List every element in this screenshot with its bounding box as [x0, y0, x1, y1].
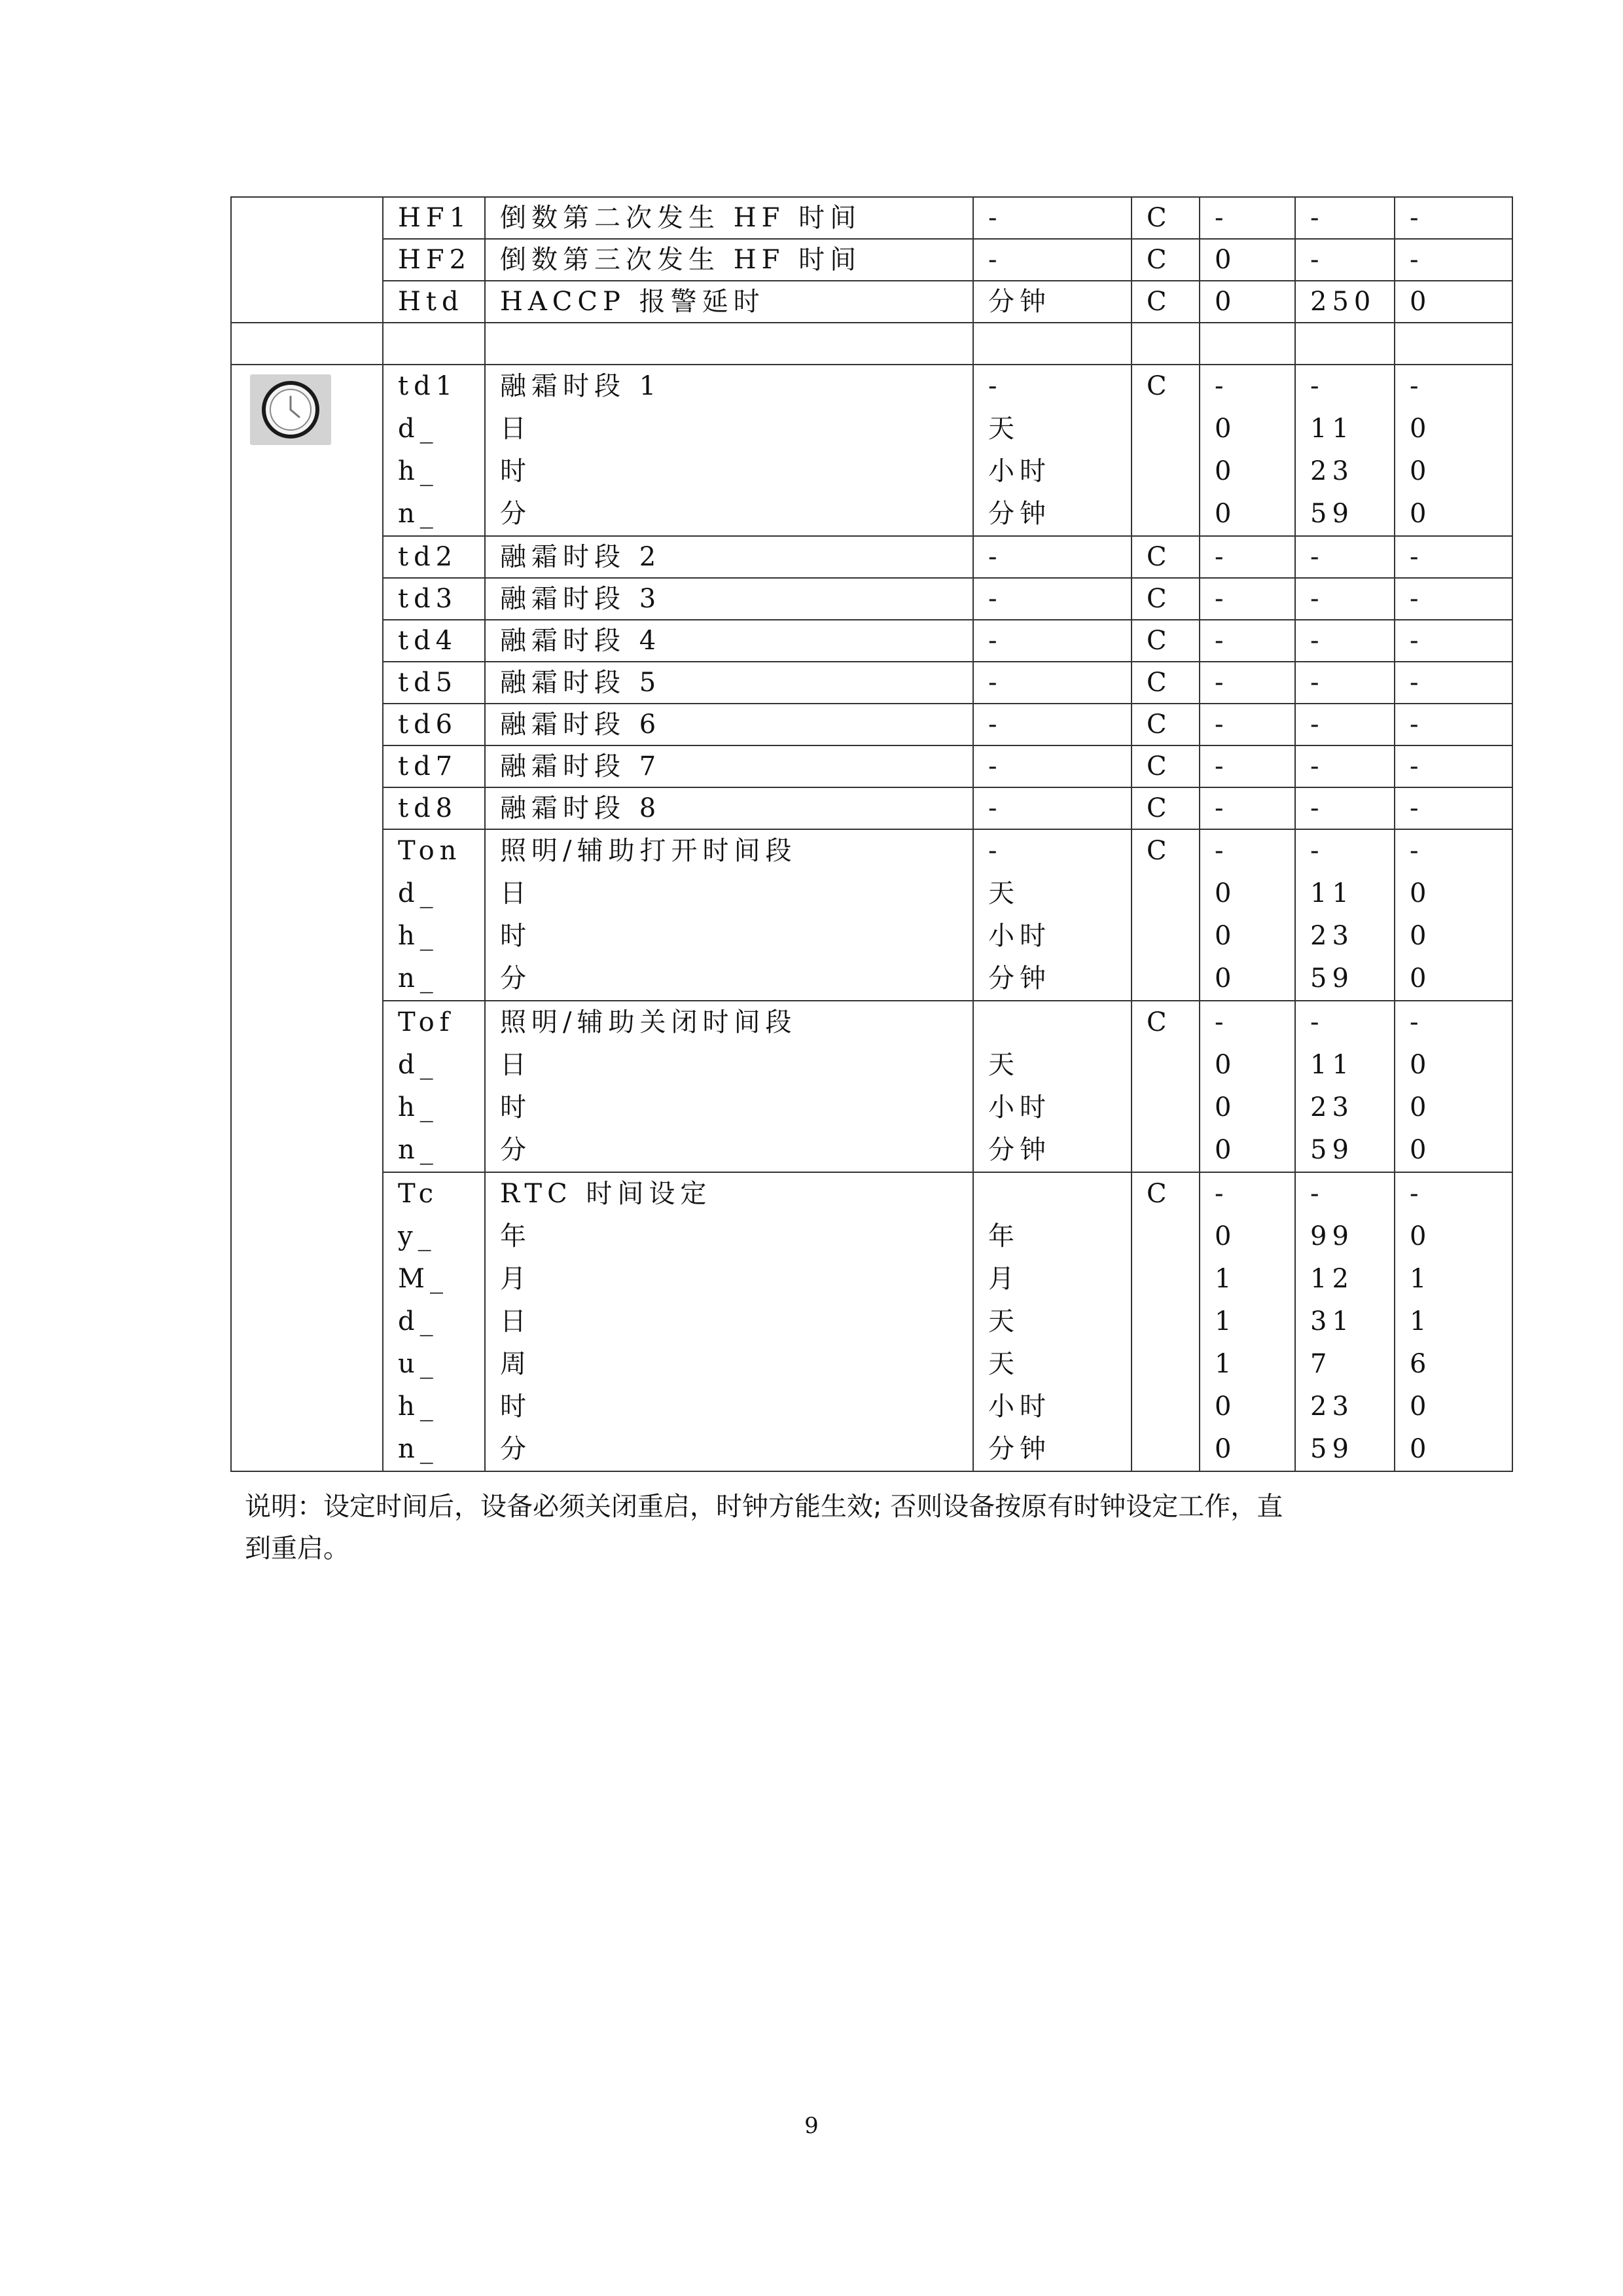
- param-default-line: 0: [1410, 963, 1432, 994]
- param-description: 倒数第三次发生 HF 时间: [485, 239, 973, 281]
- param-code: td5: [383, 662, 485, 704]
- param-level-line: [1147, 450, 1199, 493]
- param-unit: -: [973, 536, 1132, 578]
- param-unit-line: 天: [988, 1306, 1020, 1336]
- param-unit-line: [988, 1001, 1131, 1044]
- param-unit-line: 月: [988, 1264, 1020, 1294]
- param-description: 融霜时段 6: [485, 704, 973, 745]
- param-max-line: 11: [1310, 1050, 1354, 1080]
- param-unit-line: -: [988, 836, 1003, 866]
- param-unit: -: [973, 787, 1132, 829]
- param-unit: [973, 365, 1132, 536]
- param-max: [1295, 365, 1395, 536]
- param-level: [1132, 1001, 1200, 1172]
- param-level: C: [1132, 197, 1200, 239]
- param-max-line: -: [1310, 371, 1325, 401]
- param-default: [1395, 1001, 1512, 1172]
- param-code-line: d_: [398, 878, 438, 908]
- param-unit-line: 天: [988, 1050, 1020, 1080]
- param-code: [383, 829, 485, 1001]
- param-unit: -: [973, 662, 1132, 704]
- param-min: -: [1200, 536, 1295, 578]
- table-row: [231, 787, 1512, 829]
- param-code: HF1: [383, 197, 485, 239]
- param-code-line: n_: [398, 1135, 438, 1165]
- param-level-line: [1147, 1300, 1199, 1343]
- param-description-line: 照明/辅助打开时间段: [500, 836, 797, 866]
- param-code: td6: [383, 704, 485, 745]
- param-code: td8: [383, 787, 485, 829]
- param-default-line: 0: [1410, 1092, 1432, 1122]
- param-unit-line: [988, 1173, 1131, 1215]
- param-min-line: -: [1215, 371, 1229, 401]
- param-code: td3: [383, 578, 485, 620]
- param-min-line: 0: [1215, 963, 1237, 994]
- param-level: C: [1132, 620, 1200, 662]
- param-min-line: -: [1215, 1007, 1229, 1037]
- param-max: -: [1295, 536, 1395, 578]
- param-default: -: [1395, 704, 1512, 745]
- param-description-line: 时: [500, 1092, 531, 1122]
- param-default-line: 0: [1410, 1391, 1432, 1422]
- empty-cell: [383, 323, 485, 365]
- param-description: 融霜时段 3: [485, 578, 973, 620]
- param-description: 倒数第二次发生 HF 时间: [485, 197, 973, 239]
- param-description: [485, 1172, 973, 1471]
- param-level-line: [1147, 1129, 1199, 1172]
- param-min: 0: [1200, 281, 1295, 323]
- param-unit: [973, 1172, 1132, 1471]
- empty-cell: [1200, 323, 1295, 365]
- table-row: [231, 662, 1512, 704]
- param-unit: -: [973, 620, 1132, 662]
- param-level: [1132, 1172, 1200, 1471]
- param-code: Htd: [383, 281, 485, 323]
- param-min-line: 0: [1215, 1135, 1237, 1165]
- param-code: [383, 365, 485, 536]
- param-default: -: [1395, 197, 1512, 239]
- param-max: -: [1295, 787, 1395, 829]
- param-min: [1200, 1172, 1295, 1471]
- empty-cell: [973, 323, 1132, 365]
- param-code-line: h_: [398, 456, 438, 486]
- note-line-1: 说明：设定时间后，设备必须关闭重启，时钟方能生效; 否则设备按原有时钟设定工作，直: [245, 1492, 1283, 1522]
- table-row: [231, 1172, 1512, 1471]
- param-description-line: 年: [500, 1221, 531, 1251]
- table-row: [231, 829, 1512, 1001]
- param-default: [1395, 1172, 1512, 1471]
- param-max-line: 11: [1310, 878, 1354, 908]
- param-min: -: [1200, 662, 1295, 704]
- param-level: C: [1132, 662, 1200, 704]
- param-level: C: [1132, 704, 1200, 745]
- param-max-line: 59: [1310, 499, 1354, 529]
- param-unit-line: 天: [988, 1349, 1020, 1379]
- param-min: -: [1200, 620, 1295, 662]
- param-max: 250: [1295, 281, 1395, 323]
- param-min: [1200, 365, 1295, 536]
- param-max-line: 59: [1310, 1135, 1354, 1165]
- param-level-line: [1147, 1044, 1199, 1086]
- param-unit: [973, 829, 1132, 1001]
- param-level: [1132, 365, 1200, 536]
- param-description-line: 日: [500, 414, 531, 444]
- param-description: 融霜时段 2: [485, 536, 973, 578]
- param-level-line: [1147, 958, 1199, 1000]
- param-level: C: [1132, 536, 1200, 578]
- param-level-line: [1147, 1258, 1199, 1300]
- param-default: -: [1395, 787, 1512, 829]
- param-unit: [973, 1001, 1132, 1172]
- param-description: [485, 1001, 973, 1172]
- param-min-line: 0: [1215, 878, 1237, 908]
- param-level: C: [1132, 239, 1200, 281]
- param-default-line: -: [1410, 1179, 1424, 1209]
- param-unit-line: 分钟: [988, 963, 1051, 994]
- param-code-line: n_: [398, 963, 438, 994]
- param-level-line: [1147, 1428, 1199, 1471]
- param-default: -: [1395, 662, 1512, 704]
- param-default-line: 1: [1410, 1264, 1432, 1294]
- param-level-line: C: [1147, 1179, 1167, 1209]
- param-level-line: [1147, 915, 1199, 958]
- param-code-line: n_: [398, 499, 438, 529]
- param-max-line: 59: [1310, 963, 1354, 994]
- group-icon-cell: [231, 365, 383, 1471]
- param-level: C: [1132, 578, 1200, 620]
- param-max-line: 23: [1310, 456, 1354, 486]
- param-unit-line: 小时: [988, 921, 1051, 951]
- param-description-line: 分: [500, 1434, 531, 1464]
- param-min-line: 0: [1215, 921, 1237, 951]
- param-level-line: C: [1147, 836, 1167, 866]
- param-description-line: 分: [500, 1135, 531, 1165]
- param-level-line: [1147, 1343, 1199, 1386]
- param-unit-line: -: [988, 371, 1003, 401]
- param-min-line: 1: [1215, 1349, 1237, 1379]
- note-line-2: 到重启。: [245, 1534, 349, 1564]
- param-max: [1295, 829, 1395, 1001]
- param-code-line: y_: [398, 1221, 437, 1251]
- param-code: [383, 1001, 485, 1172]
- param-code-line: d_: [398, 1306, 438, 1336]
- param-code-line: h_: [398, 921, 438, 951]
- param-max: [1295, 1172, 1395, 1471]
- table-row: [231, 197, 1512, 239]
- param-description-line: 时: [500, 456, 531, 486]
- param-description-line: 时: [500, 921, 531, 951]
- param-description-line: 月: [500, 1264, 531, 1294]
- param-min-line: -: [1215, 836, 1229, 866]
- param-description: 融霜时段 4: [485, 620, 973, 662]
- param-unit-line: 分钟: [988, 1434, 1051, 1464]
- param-min: -: [1200, 704, 1295, 745]
- param-min: [1200, 829, 1295, 1001]
- param-description: 融霜时段 7: [485, 745, 973, 787]
- param-max-line: -: [1310, 1179, 1325, 1209]
- param-unit-line: 分钟: [988, 1135, 1051, 1165]
- param-level-line: [1147, 493, 1199, 535]
- param-max-line: 23: [1310, 921, 1354, 951]
- param-description: [485, 365, 973, 536]
- param-level-line: [1147, 1386, 1199, 1428]
- param-unit-line: 小时: [988, 456, 1051, 486]
- param-level-line: [1147, 872, 1199, 915]
- table-row: [231, 536, 1512, 578]
- param-unit: -: [973, 239, 1132, 281]
- param-default-line: 1: [1410, 1306, 1432, 1336]
- param-code-line: n_: [398, 1434, 438, 1464]
- param-max: -: [1295, 578, 1395, 620]
- param-description-line: 分: [500, 963, 531, 994]
- param-default-line: 0: [1410, 1434, 1432, 1464]
- param-min-line: 0: [1215, 1391, 1237, 1422]
- param-default-line: 0: [1410, 1050, 1432, 1080]
- param-min-line: -: [1215, 1179, 1229, 1209]
- param-code: td4: [383, 620, 485, 662]
- param-code-line: Ton: [398, 836, 462, 866]
- param-default-line: 0: [1410, 1135, 1432, 1165]
- table-row: [231, 239, 1512, 281]
- param-code-line: d_: [398, 414, 438, 444]
- param-max-line: 7: [1310, 1349, 1332, 1379]
- param-default-line: 0: [1410, 921, 1432, 951]
- param-level: C: [1132, 787, 1200, 829]
- param-min-line: 0: [1215, 499, 1237, 529]
- param-max-line: 12: [1310, 1264, 1354, 1294]
- param-max: -: [1295, 745, 1395, 787]
- param-min-line: 1: [1215, 1264, 1237, 1294]
- param-description-line: 照明/辅助关闭时间段: [500, 1007, 797, 1037]
- param-default-line: 0: [1410, 499, 1432, 529]
- param-max-line: 23: [1310, 1092, 1354, 1122]
- param-max: -: [1295, 620, 1395, 662]
- param-max: -: [1295, 704, 1395, 745]
- param-code: [383, 1172, 485, 1471]
- param-max: [1295, 1001, 1395, 1172]
- param-unit-line: 小时: [988, 1391, 1051, 1422]
- param-max-line: 99: [1310, 1221, 1354, 1251]
- param-default-line: -: [1410, 1007, 1424, 1037]
- param-min: -: [1200, 787, 1295, 829]
- param-min-line: 0: [1215, 414, 1237, 444]
- param-max-line: -: [1310, 836, 1325, 866]
- param-unit: -: [973, 578, 1132, 620]
- param-code: td7: [383, 745, 485, 787]
- param-level-line: [1147, 1215, 1199, 1258]
- param-code-line: h_: [398, 1391, 438, 1422]
- param-code-line: M_: [398, 1264, 448, 1294]
- param-default: 0: [1395, 281, 1512, 323]
- param-description-line: RTC 时间设定: [500, 1179, 712, 1209]
- param-code-line: Tc: [398, 1179, 438, 1209]
- param-level: [1132, 829, 1200, 1001]
- param-default: -: [1395, 536, 1512, 578]
- param-default: -: [1395, 620, 1512, 662]
- param-min-line: 0: [1215, 1221, 1237, 1251]
- param-level: C: [1132, 281, 1200, 323]
- table-row: [231, 620, 1512, 662]
- param-default-line: 0: [1410, 456, 1432, 486]
- param-max: -: [1295, 662, 1395, 704]
- param-max-line: 59: [1310, 1434, 1354, 1464]
- param-code-line: d_: [398, 1050, 438, 1080]
- table-row: [231, 281, 1512, 323]
- param-default: [1395, 829, 1512, 1001]
- param-min: [1200, 1001, 1295, 1172]
- param-description-line: 周: [500, 1349, 531, 1379]
- param-unit: -: [973, 197, 1132, 239]
- param-default: -: [1395, 745, 1512, 787]
- param-unit: -: [973, 745, 1132, 787]
- param-description-line: 融霜时段 1: [500, 371, 662, 401]
- param-unit-line: 天: [988, 414, 1020, 444]
- param-level-line: C: [1147, 1007, 1167, 1037]
- param-max-line: 31: [1310, 1306, 1354, 1336]
- empty-row: [231, 323, 1512, 365]
- param-code: HF2: [383, 239, 485, 281]
- param-max-line: 23: [1310, 1391, 1354, 1422]
- page-number: 9: [804, 2113, 819, 2139]
- note: [245, 1486, 1397, 1570]
- param-unit-line: 年: [988, 1221, 1020, 1251]
- param-default: -: [1395, 239, 1512, 281]
- table-row: [231, 704, 1512, 745]
- param-min-line: 1: [1215, 1306, 1237, 1336]
- param-default: -: [1395, 578, 1512, 620]
- param-default-line: 0: [1410, 1221, 1432, 1251]
- param-code-line: h_: [398, 1092, 438, 1122]
- empty-cell: [485, 323, 973, 365]
- param-default-line: -: [1410, 371, 1424, 401]
- param-description: HACCP 报警延时: [485, 281, 973, 323]
- param-unit: 分钟: [973, 281, 1132, 323]
- param-unit: -: [973, 704, 1132, 745]
- param-default-line: 6: [1410, 1349, 1432, 1379]
- param-max-line: -: [1310, 1007, 1325, 1037]
- param-min-line: 0: [1215, 1092, 1237, 1122]
- param-min: -: [1200, 578, 1295, 620]
- param-description: 融霜时段 5: [485, 662, 973, 704]
- param-min-line: 0: [1215, 1434, 1237, 1464]
- parameter-table: [230, 196, 1513, 1472]
- param-min: -: [1200, 197, 1295, 239]
- param-min: -: [1200, 745, 1295, 787]
- param-code-line: Tof: [398, 1007, 455, 1037]
- table-row: [231, 1001, 1512, 1172]
- param-level-line: C: [1147, 371, 1167, 401]
- param-code-line: td1: [398, 371, 458, 401]
- param-description-line: 日: [500, 878, 531, 908]
- table-row: [231, 365, 1512, 536]
- param-level-line: [1147, 1086, 1199, 1129]
- param-max: -: [1295, 239, 1395, 281]
- param-unit-line: 小时: [988, 1092, 1051, 1122]
- clock-icon: [250, 374, 331, 445]
- param-code-line: u_: [398, 1349, 438, 1379]
- param-description: 融霜时段 8: [485, 787, 973, 829]
- param-default-line: 0: [1410, 878, 1432, 908]
- param-description-line: 日: [500, 1050, 531, 1080]
- table-row: [231, 578, 1512, 620]
- blank-group-cell: [231, 197, 383, 323]
- param-max: -: [1295, 197, 1395, 239]
- empty-cell: [1295, 323, 1395, 365]
- param-level: C: [1132, 745, 1200, 787]
- param-min-line: 0: [1215, 1050, 1237, 1080]
- param-min: 0: [1200, 239, 1295, 281]
- param-description: [485, 829, 973, 1001]
- param-default-line: 0: [1410, 414, 1432, 444]
- param-default: [1395, 365, 1512, 536]
- param-description-line: 分: [500, 499, 531, 529]
- param-unit-line: 天: [988, 878, 1020, 908]
- empty-cell: [1132, 323, 1200, 365]
- param-description-line: 时: [500, 1391, 531, 1422]
- param-unit-line: 分钟: [988, 499, 1051, 529]
- empty-cell: [231, 323, 383, 365]
- param-level-line: [1147, 408, 1199, 450]
- param-code: td2: [383, 536, 485, 578]
- empty-cell: [1395, 323, 1512, 365]
- param-max-line: 11: [1310, 414, 1354, 444]
- param-description-line: 日: [500, 1306, 531, 1336]
- table-row: [231, 745, 1512, 787]
- param-min-line: 0: [1215, 456, 1237, 486]
- param-default-line: -: [1410, 836, 1424, 866]
